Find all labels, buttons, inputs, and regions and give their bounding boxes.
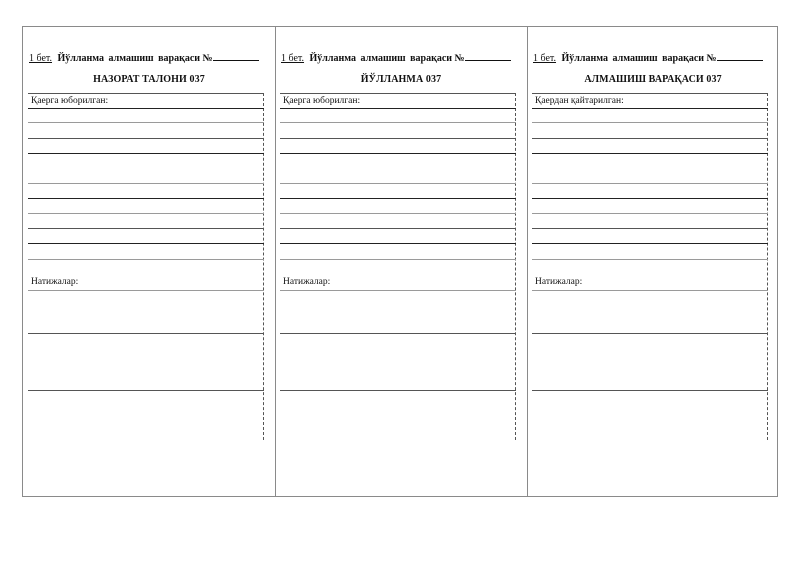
- entry-line[interactable]: [28, 228, 264, 229]
- entry-line[interactable]: [280, 213, 516, 214]
- entry-line[interactable]: [280, 259, 516, 260]
- panel-title: НАЗОРАТ ТАЛОНИ 037: [93, 74, 205, 85]
- panel-title: ЙЎЛЛАНМА 037: [360, 74, 442, 85]
- results-label: Натижалар:: [31, 277, 79, 287]
- results-line[interactable]: [28, 290, 264, 291]
- entry-line[interactable]: [28, 183, 264, 184]
- entry-line[interactable]: [532, 108, 768, 109]
- panel-header: [29, 51, 259, 64]
- document-name: Йўлланма алмашиш варақаси: [561, 53, 705, 64]
- cut-line: [515, 93, 516, 440]
- number-blank-field[interactable]: [465, 51, 511, 61]
- panel-referral: [275, 27, 527, 496]
- panel-title: АЛМАШИШ ВАРАҚАСИ 037: [584, 74, 722, 85]
- entry-line[interactable]: [532, 228, 768, 229]
- results-line[interactable]: [532, 390, 768, 391]
- number-blank-field[interactable]: [213, 51, 259, 61]
- results-line[interactable]: [280, 290, 516, 291]
- page-number: 1 бет.: [281, 53, 305, 64]
- results-line[interactable]: [532, 333, 768, 334]
- document-name: Йўлланма алмашиш варақаси: [57, 53, 201, 64]
- form-top-line: [280, 93, 516, 94]
- number-sign: №: [202, 53, 213, 64]
- results-line[interactable]: [28, 390, 264, 391]
- entry-line[interactable]: [532, 213, 768, 214]
- panel-header: [281, 51, 511, 64]
- entry-line[interactable]: [280, 183, 516, 184]
- entry-line[interactable]: [532, 138, 768, 139]
- entry-line[interactable]: [28, 108, 264, 109]
- results-line[interactable]: [280, 333, 516, 334]
- entry-line[interactable]: [532, 153, 768, 154]
- document-name: Йўлланма алмашиш варақаси: [309, 53, 453, 64]
- form-area: [532, 93, 768, 440]
- page-number: 1 бет.: [29, 53, 53, 64]
- entry-line[interactable]: [280, 198, 516, 199]
- form-top-line: [28, 93, 264, 94]
- entry-line[interactable]: [28, 153, 264, 154]
- cut-line: [767, 93, 768, 440]
- form-top-line: [532, 93, 768, 94]
- number-sign: №: [454, 53, 465, 64]
- destination-label: Қаерга юборилган:: [31, 96, 109, 106]
- number-blank-field[interactable]: [717, 51, 763, 61]
- entry-line[interactable]: [532, 183, 768, 184]
- entry-line[interactable]: [532, 259, 768, 260]
- entry-line[interactable]: [280, 153, 516, 154]
- results-label: Натижалар:: [283, 277, 331, 287]
- origin-label: Қаердан қайтарилган:: [535, 96, 624, 106]
- entry-line[interactable]: [280, 243, 516, 244]
- results-line[interactable]: [28, 333, 264, 334]
- entry-line[interactable]: [532, 198, 768, 199]
- results-line[interactable]: [280, 390, 516, 391]
- results-label: Натижалар:: [535, 277, 583, 287]
- page-number: 1 бет.: [533, 53, 557, 64]
- form-area: [280, 93, 516, 440]
- entry-line[interactable]: [280, 138, 516, 139]
- form-area: [28, 93, 264, 440]
- entry-line[interactable]: [28, 213, 264, 214]
- entry-line[interactable]: [28, 198, 264, 199]
- panel-exchange-sheet: [527, 27, 779, 496]
- panel-header: [533, 51, 763, 64]
- entry-line[interactable]: [280, 228, 516, 229]
- entry-line[interactable]: [532, 122, 768, 123]
- referral-exchange-sheet: [22, 26, 778, 497]
- entry-line[interactable]: [28, 243, 264, 244]
- entry-line[interactable]: [28, 122, 264, 123]
- entry-line[interactable]: [28, 259, 264, 260]
- destination-label: Қаерга юборилган:: [283, 96, 361, 106]
- entry-line[interactable]: [280, 108, 516, 109]
- results-line[interactable]: [532, 290, 768, 291]
- panel-control-coupon: [23, 27, 275, 496]
- entry-line[interactable]: [532, 243, 768, 244]
- entry-line[interactable]: [280, 122, 516, 123]
- cut-line: [263, 93, 264, 440]
- entry-line[interactable]: [28, 138, 264, 139]
- number-sign: №: [706, 53, 717, 64]
